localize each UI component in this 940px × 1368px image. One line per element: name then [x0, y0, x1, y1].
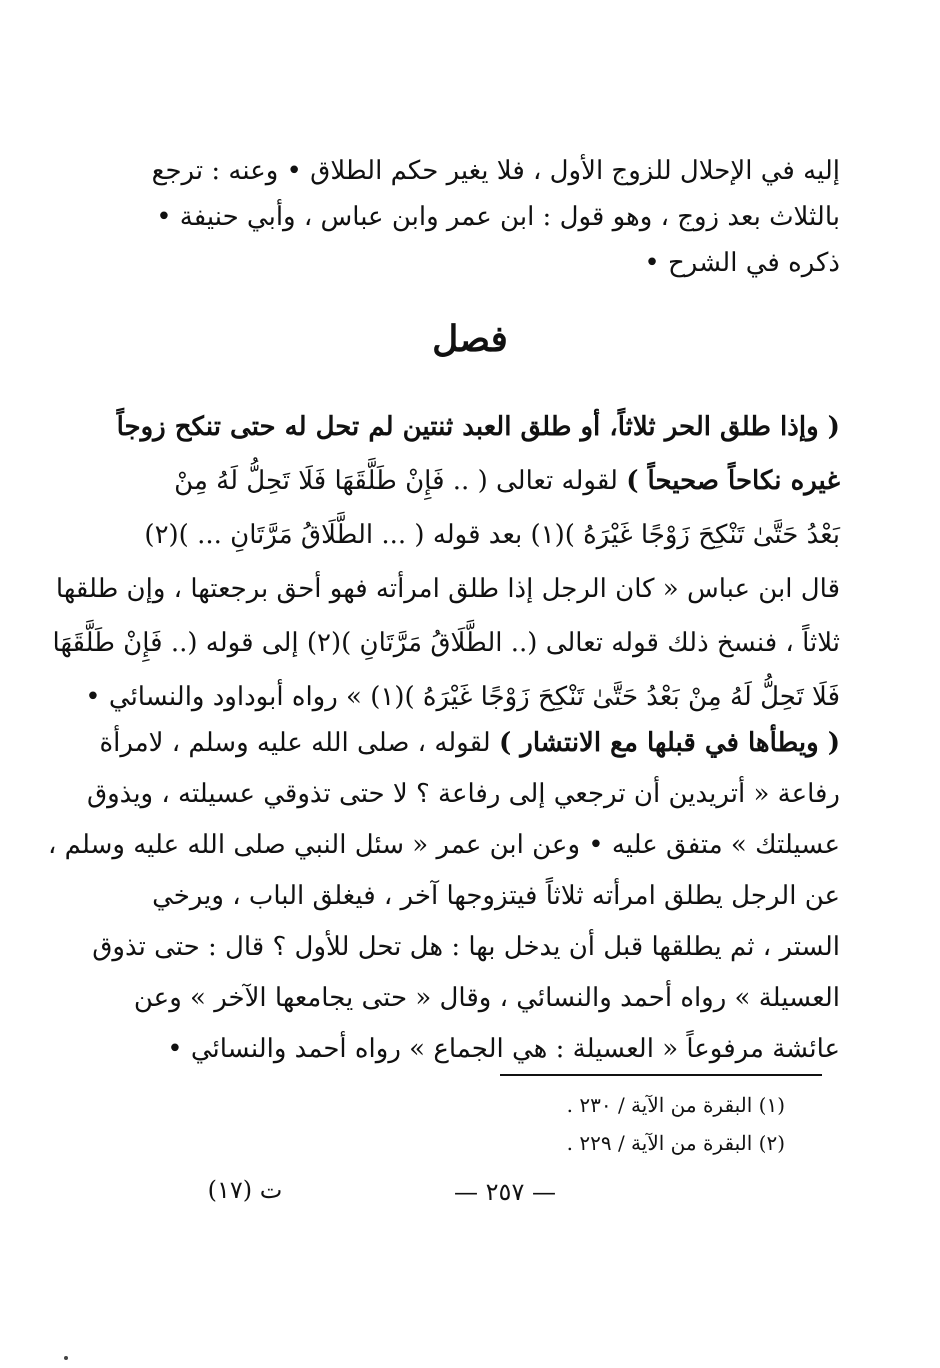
- plain-text: لقوله ، صلى الله عليه وسلم ، لامرأة: [99, 728, 499, 758]
- text-line: بالثلاث بعد زوج ، وهو قول : ابن عمر وابن عباس ، وأبي حنيفة •: [156, 202, 840, 232]
- section-title: فصل: [432, 318, 508, 360]
- plain-text: عسيلتك » متفق عليه • وعن ابن عمر « سئل النبي صلى الله عليه وسلم ،: [48, 830, 840, 860]
- plain-text: ثلاثاً ، فنسخ ذلك قوله تعالى (.. الطَّلَاقُ مَرَّتَانِ )(٢) إلى قوله (.. فَإِنْ طَلَّقَهَا: [52, 628, 840, 658]
- plain-text: لقوله تعالى ( .. فَإِنْ طَلَّقَهَا فَلَا تَحِلُّ لَهُ مِنْ: [174, 466, 627, 496]
- bold-text: ( ويطأها في قبلها مع الانتشار ): [498, 728, 840, 758]
- bold-text: غيره نكاحاً صحيحاً ): [626, 466, 840, 496]
- text-line: [55, 562, 840, 616]
- second-paragraph: [48, 718, 840, 1075]
- plain-text: عن الرجل يطلق امرأته ثلاثاً فيتزوجها آخر ، فيغلق الباب ، ويرخي: [152, 881, 840, 911]
- text-line: [144, 508, 840, 562]
- text-line: [152, 871, 840, 922]
- text-line: [174, 454, 840, 508]
- plain-text: بَعْدُ حَتَّىٰ تَنْكِحَ زَوْجًا غَيْرَهُ )(١) بعد قوله ( ... الطَّلَاقُ مَرَّتَانِ ... )(٢): [144, 520, 840, 550]
- text-line: [52, 616, 840, 670]
- main-paragraph: [52, 400, 840, 724]
- text-line: [48, 820, 840, 871]
- page-number: — ٢٥٧ —: [454, 1178, 556, 1206]
- text-line: [167, 1024, 840, 1075]
- plain-text: عائشة مرفوعاً « العسيلة : هي الجماع » رواه أحمد والنسائي •: [167, 1034, 840, 1064]
- text-line: [116, 400, 840, 454]
- text-line: [99, 718, 840, 769]
- plain-text: فَلَا تَحِلُّ لَهُ مِنْ بَعْدُ حَتَّىٰ تَنْكِحَ زَوْجًا غَيْرَهُ )(١) » رواه أبوداود والنسائي •: [85, 682, 840, 712]
- plain-text: الستر ، ثم يطلقها قبل أن يدخل بها : هل تحل للأول ؟ قال : حتى تذوق: [92, 932, 840, 962]
- footnotes: [440, 1086, 785, 1162]
- text-line: [86, 769, 840, 820]
- scan-speck: [64, 1356, 68, 1360]
- signature-mark: ت (١٧): [207, 1176, 283, 1204]
- footnote-divider: [500, 1074, 822, 1076]
- bold-text: ( وإذا طلق الحر ثلاثاً، أو طلق العبد ثنتين لم تحل له حتى تنكح زوجاً: [116, 412, 840, 442]
- footnote: (١) البقرة من الآية / ٢٣٠ .: [566, 1093, 785, 1117]
- text-line: ذكره في الشرح •: [644, 248, 840, 278]
- top-paragraph: [151, 148, 840, 286]
- footnote: (٢) البقرة من الآية / ٢٢٩ .: [566, 1131, 785, 1155]
- plain-text: رفاعة « أتريدين أن ترجعي إلى رفاعة ؟ لا حتى تذوقي عسيلته ، ويذوق: [86, 779, 840, 809]
- plain-text: قال ابن عباس « كان الرجل إذا طلق امرأته فهو أحق برجعتها ، وإن طلقها: [55, 574, 840, 604]
- text-line: [133, 973, 840, 1024]
- text-line: إليه في الإحلال للزوج الأول ، فلا يغير حكم الطلاق • وعنه : ترجع: [151, 156, 840, 186]
- text-line: [92, 922, 840, 973]
- plain-text: العسيلة » رواه أحمد والنسائي ، وقال « حتى يجامعها الآخر » وعن: [133, 983, 840, 1013]
- text-line: [85, 670, 840, 724]
